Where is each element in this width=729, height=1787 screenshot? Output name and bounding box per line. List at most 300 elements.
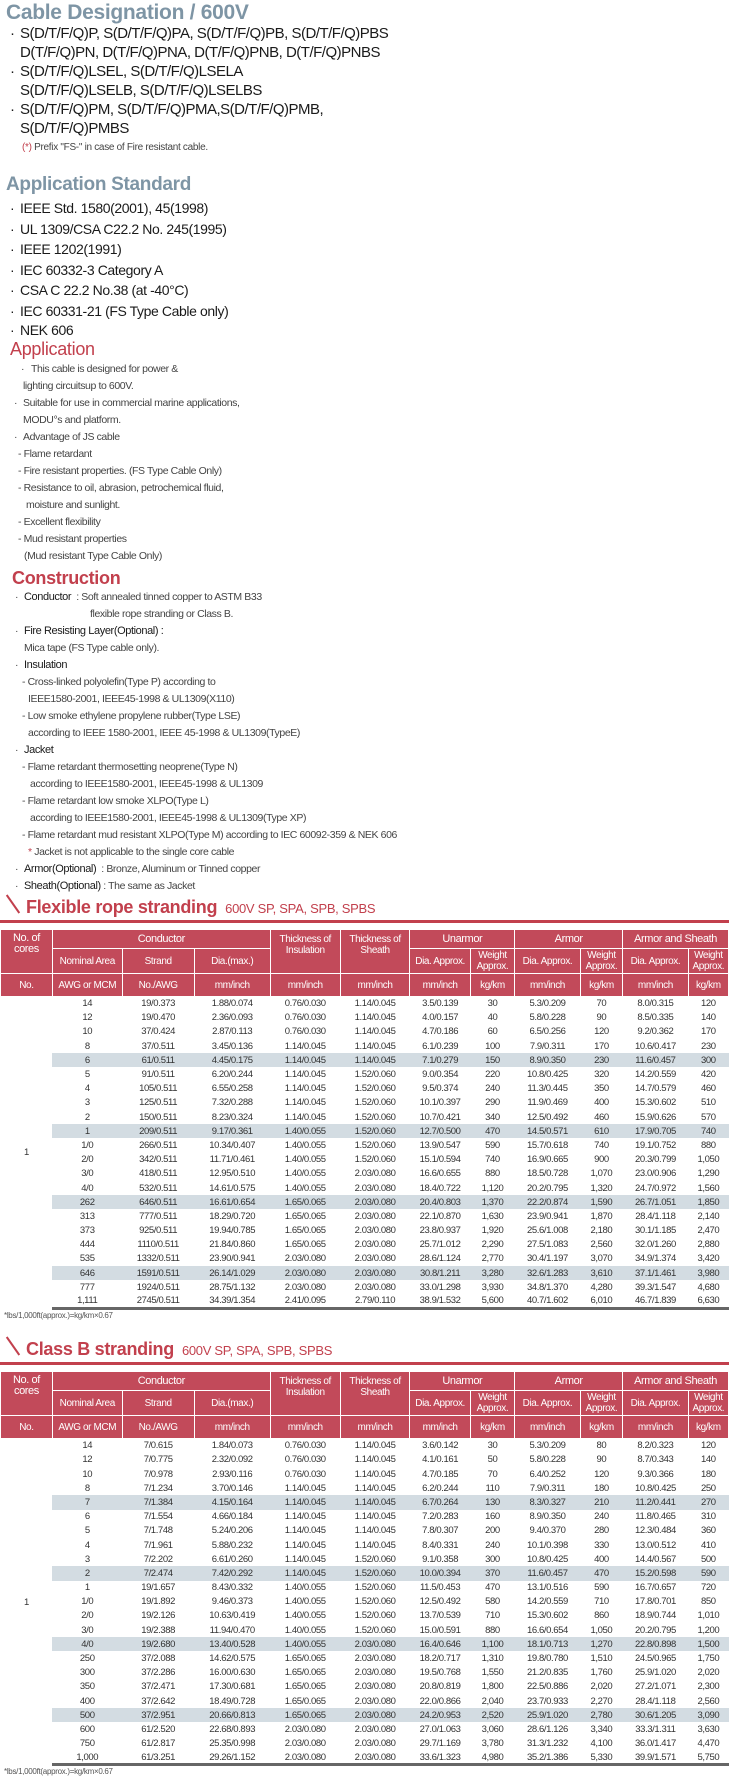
table-cell: 250 (701, 1482, 716, 1494)
table-cell: 2 (84, 1111, 90, 1123)
table-cell: 46.7/1.839 (623, 1294, 689, 1308)
table-cell: 8.0/0.315 (637, 998, 674, 1010)
table-cell: 500 (52, 1708, 122, 1722)
table-cell: 18.5/0.728 (527, 1168, 568, 1180)
insulation-line: according to IEEE 1580-2001, IEEE 45-1998 & UL1309(TypeE) (28, 727, 300, 739)
table-cell: 14 (82, 1440, 93, 1452)
construction-jacket (12, 742, 729, 759)
unit-awg-mcm: AWG or MCM (52, 974, 122, 997)
slash-icon (6, 895, 20, 913)
table-cell: 2.03/0.080 (284, 1738, 326, 1750)
table-cell: 340 (485, 1111, 500, 1123)
table-cell: 1 (52, 1124, 122, 1138)
table-cell: 1.14/0.045 (284, 1111, 326, 1123)
table-cell: 3,780 (481, 1738, 504, 1750)
table-cell: 2.03/0.080 (354, 1239, 396, 1251)
table-cell: 1,290 (697, 1168, 720, 1180)
table-cell: 8.9/0.350 (515, 1053, 581, 1067)
flexible-rope-heading (0, 895, 729, 915)
unit-mm-inch: mm/inch (623, 1416, 689, 1439)
table-cell: 4.15/0.164 (194, 1495, 270, 1509)
table-cell: 2,780 (580, 1708, 622, 1722)
table-cell: 6,630 (688, 1294, 728, 1308)
table-cell: 4,980 (470, 1751, 514, 1765)
table-cell: 8.23/0.324 (211, 1111, 253, 1123)
table-cell: 6.55/0.258 (211, 1083, 253, 1095)
table-cell: 1.14/0.045 (354, 1026, 396, 1038)
table-cell: 39.3/1.547 (634, 1281, 676, 1293)
table-cell: 1.14/0.045 (270, 1566, 340, 1580)
table-cell: 12.5/0.492 (419, 1596, 461, 1608)
col-unarmor: Unarmor (410, 930, 515, 949)
table-cell: 19.8/0.780 (527, 1653, 568, 1665)
table-row (1, 1623, 729, 1637)
table-cell: 2,560 (697, 1695, 720, 1707)
table-cell: 1.14/0.045 (354, 1539, 396, 1551)
table-cell: 39.9/1.571 (623, 1751, 689, 1765)
table-cell: 470 (485, 1582, 500, 1594)
bullet-icon: · (10, 282, 15, 298)
table-cell: 4.45/0.175 (194, 1053, 270, 1067)
table-cell: 37/2.471 (141, 1681, 176, 1693)
table-cell: 240 (485, 1083, 500, 1095)
table-cell: 880 (485, 1168, 500, 1180)
table-cell: 10.1/0.397 (419, 1097, 461, 1109)
bullet-icon: · (15, 880, 19, 892)
unit-mm-inch: mm/inch (270, 974, 340, 997)
table-cell: 2745/0.511 (122, 1294, 194, 1308)
table-row (1, 1082, 729, 1096)
table-cell: 90 (596, 1454, 607, 1466)
table-cell: 532/0.511 (139, 1182, 178, 1194)
table-cell: 1.14/0.045 (284, 1525, 326, 1537)
table-cell: 15.3/0.602 (634, 1097, 676, 1109)
table-cell: 80 (596, 1440, 607, 1452)
table-cell: 1.52/0.060 (340, 1124, 410, 1138)
table-cell: 1,850 (688, 1195, 728, 1209)
table-cell: 7.8/0.307 (422, 1525, 459, 1537)
table-cell: 373 (79, 1225, 95, 1237)
unit-mm-inch: mm/inch (194, 974, 270, 997)
table-cell: 1.14/0.045 (340, 1053, 410, 1067)
table-cell: 9.5/0.374 (422, 1083, 459, 1095)
unit-mm-inch: mm/inch (340, 1416, 410, 1439)
table-cell: 20.66/0.813 (194, 1708, 270, 1722)
table-cell: 1.14/0.045 (284, 1097, 326, 1109)
unit-mm-inch: mm/inch (623, 974, 689, 997)
col-dia-max: Dia.(max.) (194, 949, 270, 974)
table-cell: 1,920 (481, 1225, 504, 1237)
table-cell: 25.6/1.008 (527, 1225, 568, 1237)
table-cell: 13.7/0.539 (419, 1610, 461, 1622)
table-cell: 23.7/0.933 (527, 1695, 568, 1707)
table-cell: 400 (594, 1553, 609, 1565)
table-cell: 310 (701, 1511, 716, 1523)
table-cell: 1.14/0.045 (270, 1495, 340, 1509)
bullet-icon: · (15, 744, 19, 756)
table-row (1, 1481, 729, 1495)
col-thickness-insulation: Thickness of Insulation (270, 1372, 340, 1416)
table-cell: 91/0.511 (141, 1069, 175, 1081)
table-cell: 19/2.126 (141, 1610, 176, 1622)
cable-designation-title: Cable Designation / 600V (6, 1, 249, 24)
table-cell: 646/0.511 (122, 1195, 194, 1209)
table-cell: 10 (82, 1468, 93, 1480)
table-row (1, 1524, 729, 1538)
table-cell: 33.3/1.311 (635, 1723, 676, 1735)
table-cell: 130 (470, 1495, 514, 1509)
designation-item-cont: D(T/F/Q)PN, D(T/F/Q)PNA, D(T/F/Q)PNB, D(T/F/Q)PNBS (20, 44, 380, 61)
unit-kg-km: kg/km (580, 1416, 622, 1439)
table-cell: 1,050 (590, 1624, 613, 1636)
table-cell: 90 (596, 1012, 607, 1024)
table-row (1, 1651, 729, 1665)
col-armor-weight: Weight Approx. (580, 1391, 622, 1416)
section-rule (0, 920, 729, 923)
table-cell: 3.5/0.139 (422, 998, 459, 1010)
table-cell: 2.03/0.080 (340, 1751, 410, 1765)
table-cell: 1,870 (590, 1210, 613, 1222)
table-cell: 1.14/0.045 (284, 1069, 326, 1081)
table-cell: 610 (580, 1124, 622, 1138)
table-cell: 1.52/0.060 (354, 1154, 396, 1166)
table-cell: 460 (594, 1111, 609, 1123)
flexible-rope-subtitle: 600V SP, SPA, SPB, SPBS (225, 901, 376, 916)
table-cell: 0.76/0.030 (284, 1468, 326, 1480)
table-cell: 1,800 (481, 1681, 504, 1693)
table-row (1, 1694, 729, 1708)
bullet-icon: · (10, 241, 15, 257)
table-cell: 17.9/0.705 (623, 1124, 689, 1138)
table-cell: 400 (79, 1695, 95, 1707)
insulation-line: IEEE1580-2001, IEEE45-1998 & UL1309(X110) (28, 693, 235, 705)
designation-item-cont: S(D/T/F/Q)LSELB, S(D/T/F/Q)LSELBS (20, 82, 262, 99)
table-cell: 15.9/0.626 (634, 1111, 676, 1123)
fire-layer-label: Fire Resisting Layer(Optional) : (24, 625, 164, 637)
table-cell: 1,310 (481, 1653, 504, 1665)
table-cell: 16.7/0.657 (634, 1582, 676, 1594)
table-cell: 1.52/0.060 (354, 1553, 396, 1565)
insulation-line: - Cross-linked polyolefin(Type P) according to (22, 676, 216, 688)
table-cell: 1,560 (697, 1182, 720, 1194)
table-cell: 27.0/1.063 (419, 1723, 461, 1735)
unit-mm-inch: mm/inch (340, 974, 410, 997)
table-row (1, 1280, 729, 1294)
table-cell: 21.2/0.835 (527, 1667, 568, 1679)
table-cell: 12 (82, 1012, 93, 1024)
table-cell: 2,020 (590, 1681, 613, 1693)
table-cell: 1.65/0.065 (284, 1667, 326, 1679)
table-cell: 4,280 (590, 1281, 613, 1293)
table-cell: 2.87/0.113 (212, 1026, 253, 1038)
application-item: · Suitable for use in commercial marine applications, (10, 395, 729, 412)
table-cell: 8.3/0.327 (515, 1495, 581, 1509)
table-cell: 1.52/0.060 (354, 1139, 396, 1151)
construction-list (12, 589, 729, 895)
table-cell: 3,610 (580, 1266, 622, 1280)
table-cell: 7 (52, 1495, 122, 1509)
table-cell: 35.2/1.386 (515, 1751, 581, 1765)
table-cell: 262 (52, 1195, 122, 1209)
table-cell: 270 (688, 1495, 728, 1509)
table-row (1, 1609, 729, 1623)
table-cell: 1.14/0.045 (354, 1525, 396, 1537)
table-cell: 19/0.470 (141, 1012, 176, 1024)
table-cell: 6.4/0.252 (529, 1468, 566, 1480)
table-cell: 1.40/0.055 (270, 1637, 340, 1651)
table-cell: 1,510 (590, 1653, 613, 1665)
table-cell: 7/1.384 (122, 1495, 194, 1509)
table-cell: 18.29/0.720 (209, 1210, 256, 1222)
table-row (1, 1495, 729, 1509)
table-cell: 535 (79, 1253, 95, 1265)
class-b-subtitle: 600V SP, SPA, SPB, SPBS (181, 1343, 333, 1359)
col-as-dia: Dia. Approx. (623, 1391, 689, 1416)
table-cell: 150 (470, 1053, 514, 1067)
table-cell: 11.9/0.469 (527, 1097, 568, 1109)
table-cell: 2.03/0.080 (354, 1695, 396, 1707)
table-cell: 590 (594, 1582, 609, 1594)
table-cell: 19.1/0.752 (634, 1139, 676, 1151)
table-cell: 1,320 (590, 1182, 613, 1194)
table-cell: 34.9/1.374 (634, 1253, 676, 1265)
table-cell: 1110/0.511 (137, 1239, 179, 1251)
col-unarmor-dia: Dia. Approx. (410, 1391, 470, 1416)
table-cell: 313 (79, 1210, 95, 1222)
table-cell: 290 (485, 1097, 500, 1109)
bullet-icon: · (10, 25, 15, 42)
table-cell: 61/0.511 (122, 1053, 194, 1067)
table-cell: 5 (84, 1525, 90, 1537)
construction-sheath: · Sheath(Optional) : The same as Jacket (12, 878, 729, 895)
table-cell: 28.75/1.132 (209, 1281, 256, 1293)
table-cell: 4.66/0.184 (211, 1511, 253, 1523)
flexible-rope-rows (1, 997, 729, 1309)
table-cell: 1,100 (470, 1637, 514, 1651)
table-cell: 1,370 (470, 1195, 514, 1209)
table-cell: 2.03/0.080 (270, 1751, 340, 1765)
table-cell: 209/0.511 (122, 1124, 194, 1138)
construction-armor: · Armor(Optional) : Bronze, Aluminum or Tinned copper (12, 861, 729, 878)
table-cell: 1.52/0.060 (354, 1097, 396, 1109)
col-armor-dia: Dia. Approx. (515, 1391, 581, 1416)
col-thickness-sheath: Thickness of Sheath (340, 930, 410, 974)
table-cell: 10 (82, 1026, 93, 1038)
cores-cell: 1 (23, 1147, 29, 1159)
jacket-line: - Flame retardant low smoke XLPO(Type L) (22, 795, 209, 807)
table-cell: 280 (594, 1525, 609, 1537)
table-row (1, 1124, 729, 1138)
table-row (1, 1067, 729, 1081)
table-cell: 1.40/0.055 (284, 1168, 326, 1180)
table-cell: 61/2.520 (141, 1723, 176, 1735)
application-item: · This cable is designed for power & (10, 361, 729, 378)
table-cell: 4.0/0.157 (422, 1012, 459, 1024)
table-cell: 1,200 (697, 1624, 720, 1636)
table-cell: 60 (487, 1026, 498, 1038)
table-cell: 13.1/0.516 (527, 1582, 568, 1594)
table-cell: 2.03/0.080 (354, 1681, 396, 1693)
table-cell: 20.8/0.819 (419, 1681, 461, 1693)
table-cell: 1,590 (580, 1195, 622, 1209)
table-cell: 5,600 (470, 1294, 514, 1308)
standard-item: · IEC 60332-3 Category A (6, 260, 729, 281)
table-cell: 2,880 (697, 1239, 720, 1251)
table-row (1, 1209, 729, 1223)
table-cell: 7/2.474 (122, 1566, 194, 1580)
table-cell: 2.32/0.092 (211, 1454, 253, 1466)
table-cell: 3,630 (697, 1723, 720, 1735)
table-cell: 1.88/0.074 (211, 998, 253, 1010)
table-cell: 1,270 (580, 1637, 622, 1651)
table-cell: 8 (84, 1040, 90, 1052)
table-cell: 1.40/0.055 (284, 1139, 326, 1151)
unit-no: No. (1, 974, 53, 997)
slash-icon (6, 1337, 20, 1355)
table-cell: 740 (594, 1139, 609, 1151)
table-cell: 5.3/0.209 (529, 998, 566, 1010)
table-cell: 2.36/0.093 (211, 1012, 253, 1024)
table-cell: 3/0 (81, 1624, 94, 1636)
application-title: Application (10, 339, 95, 359)
table-cell: 2 (52, 1566, 122, 1580)
standard-item: · IEC 60331-21 (FS Type Cable only) (6, 301, 729, 322)
table-cell: 7/0.615 (143, 1440, 173, 1452)
table-cell: 2.03/0.080 (340, 1637, 410, 1651)
table-row (1, 1294, 729, 1308)
table-row (1, 1096, 729, 1110)
jacket-note: * Jacket is not applicable to the single core cable (28, 846, 235, 858)
table-row (1, 1238, 729, 1252)
table-cell: 7.42/0.292 (194, 1566, 270, 1580)
bullet-icon: · (15, 591, 19, 603)
col-thickness-sheath: Thickness of Sheath (340, 1372, 410, 1416)
table-cell: 38.9/1.532 (410, 1294, 470, 1308)
table-cell: 7/0.978 (143, 1468, 173, 1480)
application-item-cont: MODU°s and platform. (23, 414, 121, 426)
table-cell: 6 (52, 1053, 122, 1067)
table-cell: 2.03/0.080 (284, 1281, 326, 1293)
table-cell: 14.4/0.567 (634, 1553, 676, 1565)
table-cell: 11.71/0.461 (209, 1154, 255, 1166)
table-cell: 240 (594, 1511, 609, 1523)
table-cell: 24.7/0.972 (634, 1182, 676, 1194)
table-cell: 266/0.511 (139, 1139, 178, 1151)
table-row (1, 1637, 729, 1651)
designation-item: · S(D/T/F/Q)PM, S(D/T/F/Q)PMA,S(D/T/F/Q)PMB, (10, 101, 324, 118)
table-cell: 5.8/0.228 (529, 1012, 566, 1024)
table-row (1, 1252, 729, 1266)
table-cell: 25.9/1.020 (634, 1667, 676, 1679)
application-list (10, 361, 729, 565)
table-cell: 9.17/0.361 (194, 1124, 270, 1138)
table-cell: 2.03/0.080 (354, 1225, 396, 1237)
construction-fire-text: Mica tape (FS Type cable only). (24, 642, 160, 654)
table-row (1, 1011, 729, 1025)
table-cell: 30.6/1.205 (623, 1708, 689, 1722)
table-cell: 510 (701, 1097, 716, 1109)
table-cell: 1.14/0.045 (284, 1482, 326, 1494)
table-cell: 6 (84, 1511, 90, 1523)
table-cell: 444 (79, 1239, 95, 1251)
table-cell: 18.49/0.728 (209, 1695, 256, 1707)
table-cell: 6.1/0.239 (422, 1040, 459, 1052)
table-cell: 14.62/0.575 (209, 1653, 256, 1665)
table-cell: 3,980 (688, 1266, 728, 1280)
table-cell: 28.6/1.124 (419, 1253, 461, 1265)
table-cell: 2,520 (470, 1708, 514, 1722)
table-cell: 14.7/0.579 (634, 1083, 676, 1095)
table-cell: 37/2.951 (122, 1708, 194, 1722)
table-cell: 16.6/0.654 (527, 1624, 568, 1636)
table-cell: 26.14/1.029 (194, 1266, 270, 1280)
col-as-weight: Weight Approx. (688, 949, 728, 974)
table-cell: 1/0 (81, 1139, 94, 1151)
table-cell: 7.32/0.288 (211, 1097, 253, 1109)
table-cell: 1591/0.511 (122, 1266, 194, 1280)
table-cell: 0.76/0.030 (284, 1440, 326, 1452)
table-cell: 11.6/0.457 (623, 1053, 689, 1067)
insulation-label: Insulation (24, 659, 68, 671)
unit-no-awg: No./AWG (122, 974, 194, 997)
construction-fire-layer (12, 623, 729, 640)
table-cell: 1/0 (81, 1596, 94, 1608)
table-cell: 36.0/1.417 (634, 1738, 676, 1750)
col-thickness-insulation: Thickness of Insulation (270, 930, 340, 974)
table-cell: 1,750 (697, 1653, 720, 1665)
table-cell: 230 (701, 1040, 716, 1052)
table-cell: 37.1/1.461 (623, 1266, 689, 1280)
table-cell: 1.65/0.065 (284, 1653, 326, 1665)
armor-label: Armor(Optional) (24, 863, 97, 875)
application-standard-section (0, 153, 729, 339)
table-cell: 15.0/0.591 (419, 1624, 461, 1636)
table-cell: 4.1/0.161 (422, 1454, 459, 1466)
table-cell: 27.5/1.083 (527, 1239, 568, 1251)
table-cell: 5,330 (580, 1751, 622, 1765)
table-cell: 12.5/0.492 (527, 1111, 568, 1123)
table-cell: 740 (485, 1154, 500, 1166)
table-cell: 18.4/0.722 (419, 1182, 461, 1194)
standard-item: · IEEE Std. 1580(2001), 45(1998) (6, 198, 729, 219)
col-armor-sheath: Armor and Sheath (623, 1372, 729, 1391)
table-row (1, 1510, 729, 1524)
table-cell: 10.8/0.425 (527, 1069, 568, 1081)
table-cell: 32.6/1.283 (515, 1266, 581, 1280)
table-cell: 5,750 (688, 1751, 728, 1765)
table-cell: 22.68/0.893 (209, 1723, 256, 1735)
application-subitem: - Excellent flexibility (18, 516, 101, 528)
unit-no: No. (1, 1416, 53, 1439)
table-cell: 2.41/0.095 (270, 1294, 340, 1308)
table-row (1, 1581, 729, 1595)
table-cell: 1.40/0.055 (284, 1624, 326, 1636)
table-cell: 33.0/1.298 (419, 1281, 461, 1293)
table-cell: 3.45/0.136 (211, 1040, 253, 1052)
table-cell: 1,070 (590, 1168, 613, 1180)
table-cell: 350 (79, 1681, 95, 1693)
designation-item-cont: S(D/T/F/Q)PMBS (20, 120, 129, 137)
table-cell: 1.14/0.045 (284, 1511, 326, 1523)
table-row (1, 1737, 729, 1751)
table-cell: 14.5/0.571 (515, 1124, 581, 1138)
table-cell: 710 (485, 1610, 500, 1622)
weight-footnote: *lbs/1,000ft(approx.)=kg/km×0.67 (4, 1767, 113, 1777)
col-armor: Armor (515, 1372, 623, 1391)
table-cell: 0.76/0.030 (284, 998, 326, 1010)
table-cell: 27.2/1.071 (634, 1681, 676, 1693)
table-cell: 14 (82, 998, 93, 1010)
